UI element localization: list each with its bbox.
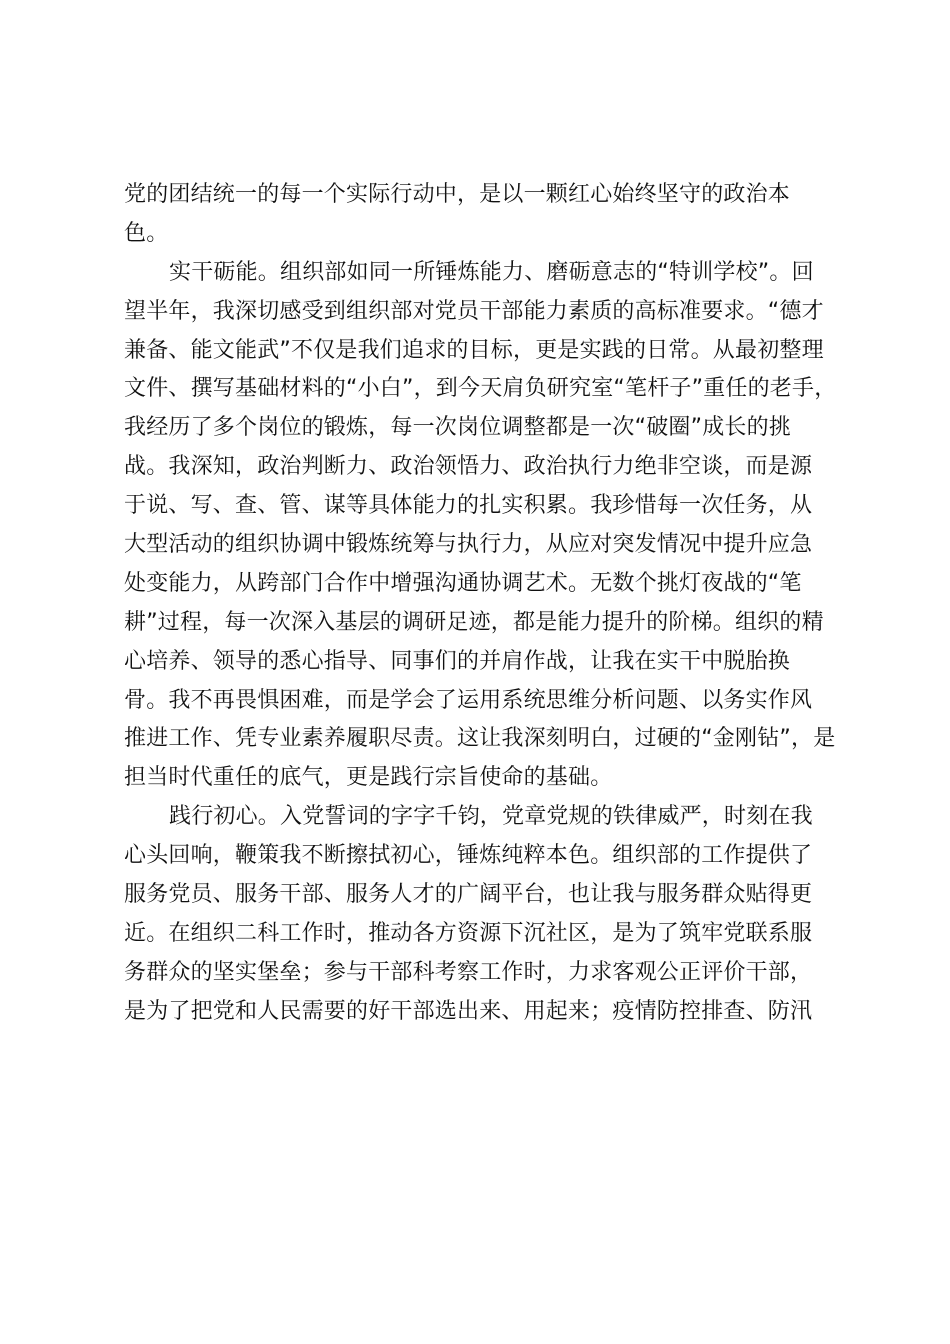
text-line: 是为了把党和人民需要的好干部选出来、用起来；疫情防控排查、防汛 <box>124 998 813 1024</box>
paragraph-continuation <box>124 176 844 254</box>
text-line: 实干砺能。组织部如同一所锤炼能力、磨砺意志的“特训学校”。回 <box>169 259 814 285</box>
text-line: 骨。我不再畏惧困难，而是学会了运用系统思维分析问题、以务实作风 <box>124 687 813 713</box>
text-line: 担当时代重任的底气，更是践行宗旨使命的基础。 <box>124 765 613 791</box>
text-line: 服务党员、服务干部、服务人才的广阔平台，也让我与服务群众贴得更 <box>124 882 813 908</box>
text-line: 战。我深知，政治判断力、政治领悟力、政治执行力绝非空谈，而是源 <box>124 454 813 480</box>
text-line: 务群众的坚实堡垒；参与干部科考察工作时，力求客观公正评价干部， <box>124 959 813 985</box>
text-line: 践行初心。入党誓词的字字千钧，党章党规的铁律威严，时刻在我 <box>169 804 813 830</box>
text-line: 色。 <box>124 220 169 246</box>
text-line: 近。在组织二科工作时，推动各方资源下沉社区，是为了筑牢党联系服 <box>124 920 813 946</box>
text-line: 兼备、能文能武”不仅是我们追求的目标，更是实践的日常。从最初整理 <box>124 337 824 363</box>
text-line: 处变能力，从跨部门合作中增强沟通协调艺术。无数个挑灯夜战的“笔 <box>124 570 802 596</box>
text-line: 心头回响，鞭策我不断擦拭初心，锤炼纯粹本色。组织部的工作提供了 <box>124 843 813 869</box>
paragraph-shigan-lineng <box>124 254 844 798</box>
text-line: 耕”过程，每一次深入基层的调研足迹，都是能力提升的阶梯。组织的精 <box>124 609 824 635</box>
text-line: 大型活动的组织协调中锻炼统筹与执行力，从应对突发情况中提升应急 <box>124 532 813 558</box>
document-body <box>124 176 844 1032</box>
text-line: 推进工作、凭专业素养履职尽责。这让我深刻明白，过硬的“金刚钻”，是 <box>124 726 836 752</box>
paragraph-jianxing-chuxin <box>124 798 844 1031</box>
text-line: 文件、撰写基础材料的“小白”，到今天肩负研究室“笔杆子”重任的老手， <box>124 376 837 402</box>
text-line: 我经历了多个岗位的锻炼，每一次岗位调整都是一次“破圈”成长的挑 <box>124 415 791 441</box>
text-line: 于说、写、查、管、谋等具体能力的扎实积累。我珍惜每一次任务，从 <box>124 493 813 519</box>
text-line: 心培养、领导的悉心指导、同事们的并肩作战，让我在实干中脱胎换 <box>124 648 791 674</box>
text-line: 望半年，我深切感受到组织部对党员干部能力素质的高标准要求。“德才 <box>124 298 824 324</box>
text-line: 党的团结统一的每一个实际行动中，是以一颗红心始终坚守的政治本 <box>124 182 791 207</box>
